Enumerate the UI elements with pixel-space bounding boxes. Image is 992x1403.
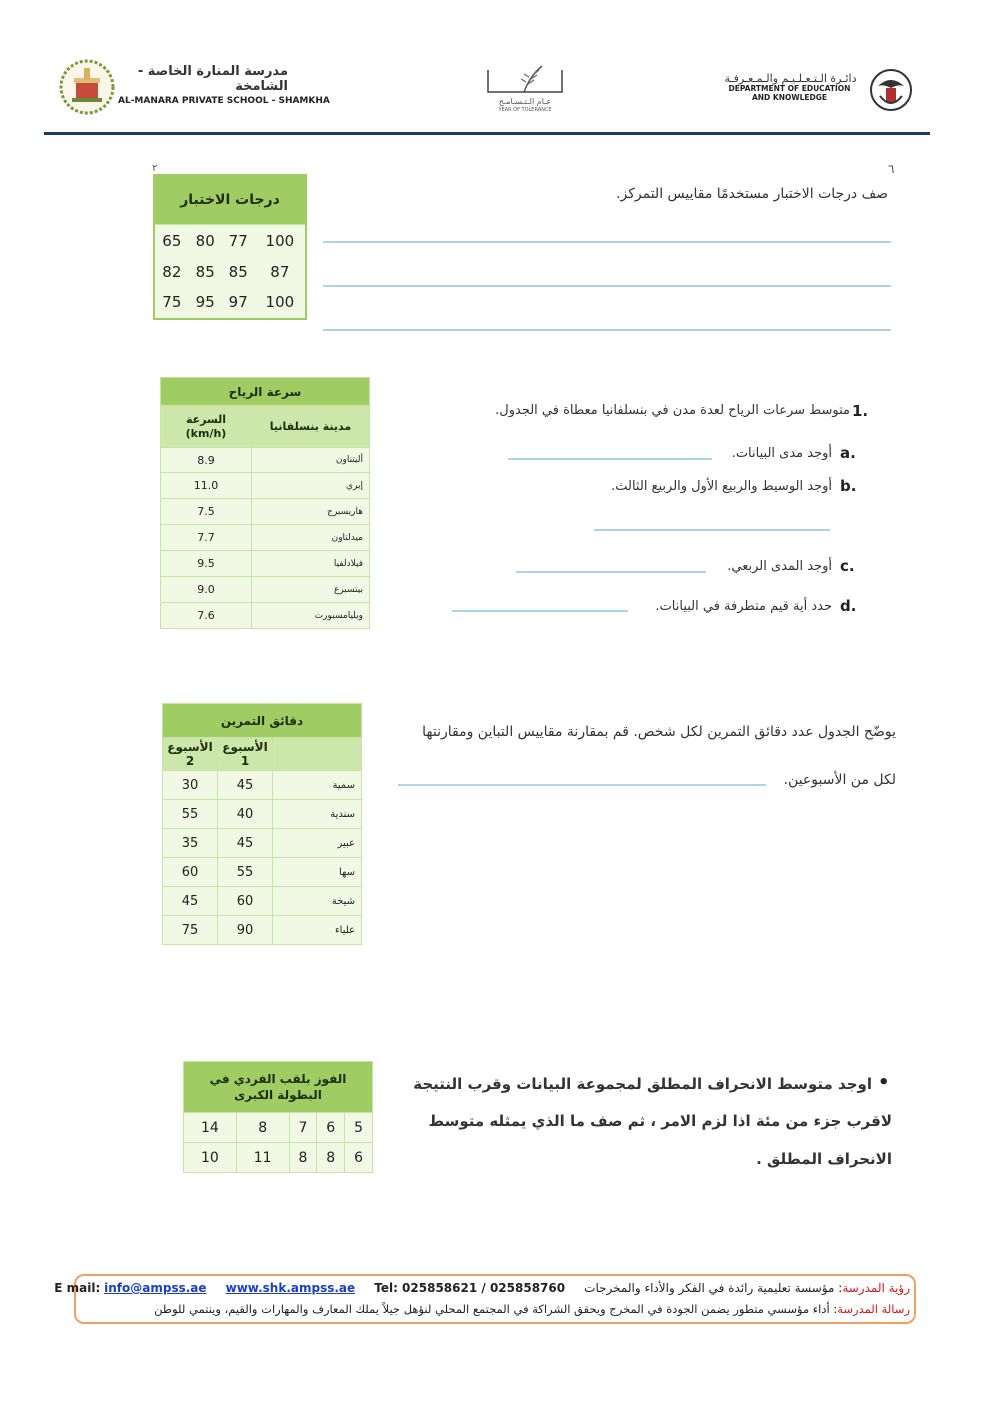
department-name-arabic: دائـرة الـتـعـلـيـم والـمـعـرفـة: [724, 72, 857, 85]
answer-line-d[interactable]: [452, 610, 628, 612]
week2-cell: 60: [163, 858, 218, 887]
department-name-english-line1: DEPARTMENT OF EDUCATION: [728, 84, 851, 93]
table-marker-small: ٢: [152, 163, 158, 174]
wind-speed-table: [160, 377, 370, 629]
speed-cell: 8.9: [161, 448, 252, 473]
grand-slam-titles-table: [183, 1061, 373, 1173]
answer-line[interactable]: [323, 285, 891, 287]
speed-cell: 11.0: [161, 473, 252, 499]
score-cell: 87: [270, 262, 290, 281]
bullet-point: •: [878, 1072, 890, 1093]
name-cell: علياء: [273, 916, 362, 945]
question-mark-small: ٦: [888, 162, 895, 176]
part-a-text: أوجد مدى البيانات.: [731, 446, 832, 461]
titles-cell: 14: [184, 1113, 237, 1143]
week1-cell: 45: [218, 829, 273, 858]
score-cell: 100: [265, 231, 295, 250]
school-name-arabic: مدرسة المنارة الخاصة - الشامخة: [137, 64, 288, 94]
mad-question-line1: اوجد متوسط الانحراف المطلق لمجموعة البيانات وقرب النتيجة: [413, 1075, 872, 1093]
footer-website-link[interactable]: www.shk.ampss.ae: [225, 1281, 356, 1295]
week1-header: الأسبوع 1: [218, 738, 273, 771]
mission-label: رسالة المدرسة: [837, 1302, 910, 1316]
test-scores-question: صف درجات الاختبار مستخدمًا مقاييس التمركز.: [616, 186, 888, 202]
titles-cell: 8: [317, 1143, 345, 1173]
city-column-header: مدينة بنسلفانيا: [252, 406, 370, 448]
school-name-english: AL-MANARA PRIVATE SCHOOL - SHAMKHA: [118, 96, 330, 106]
speed-header-line1: السرعة: [185, 412, 227, 426]
answer-line[interactable]: [323, 329, 891, 331]
department-name-english: [712, 84, 867, 102]
week2-cell: 55: [163, 800, 218, 829]
week2-header: الأسبوع 2: [163, 738, 218, 771]
titles-cell: 10: [184, 1143, 237, 1173]
exercise-minutes-table: [162, 703, 362, 945]
week1-cell: 55: [218, 858, 273, 887]
titles-cell: 11: [236, 1143, 289, 1173]
wind-question: متوسط سرعات الرياح لعدة مدن في بنسلفانيا معطاة في الجدول.: [495, 403, 850, 418]
answer-line-c[interactable]: [516, 571, 706, 573]
answer-line[interactable]: [323, 241, 891, 243]
vision-label: رؤية المدرسة: [842, 1281, 910, 1295]
week1-cell: 45: [218, 771, 273, 800]
table-title: درجات الاختبار: [154, 175, 306, 225]
name-cell: سها: [273, 858, 362, 887]
table-title-line1: الفوز بلقب الفردي في: [209, 1072, 347, 1086]
speed-header-line2: (km/h): [185, 426, 227, 440]
footer-email-link[interactable]: info@ampss.ae: [104, 1281, 207, 1295]
question-number: 1.: [852, 402, 869, 420]
week2-cell: 35: [163, 829, 218, 858]
footer-mission-line: [84, 1302, 910, 1316]
week1-cell: 60: [218, 887, 273, 916]
part-letter-c: c.: [840, 557, 855, 575]
titles-cell: 5: [345, 1113, 373, 1143]
week2-cell: 45: [163, 887, 218, 916]
email-label: E mail:: [54, 1281, 101, 1295]
score-cell: 80: [195, 231, 215, 250]
tolerance-english: YEAR OF TOLERANCE: [498, 107, 552, 113]
city-cell: ويليامسبورت: [252, 603, 370, 629]
week2-cell: 75: [163, 916, 218, 945]
name-cell: سمية: [273, 771, 362, 800]
city-cell: هاريسبرج: [252, 499, 370, 525]
speed-cell: 9.0: [161, 577, 252, 603]
city-cell: إيري: [252, 473, 370, 499]
answer-line-b[interactable]: [594, 529, 830, 531]
score-cell: 100: [265, 293, 295, 311]
week2-cell: 30: [163, 771, 218, 800]
city-cell: بيتسبرغ: [252, 577, 370, 603]
mad-question-line2: لاقرب جزء من مئة اذا لزم الامر ، ثم صف ما الذي يمثله متوسط: [428, 1112, 892, 1130]
score-cell: 65: [162, 231, 182, 250]
speed-cell: 7.6: [161, 603, 252, 629]
part-b-text: أوجد الوسيط والربيع الأول والربيع الثالث.: [611, 479, 832, 494]
name-cell: شيخة: [273, 887, 362, 916]
mission-text: : أداء مؤسسي متطور يضمن الجودة في المخرج ويحقق الشراكة في المجتمع المحلي لنؤهل جيلاً يملك المعارف والمهارات والقيم، وينتمي للوطن: [154, 1302, 838, 1316]
footer-vision-line: [54, 1281, 910, 1295]
score-cell: 85: [228, 262, 248, 281]
speed-cell: 7.7: [161, 525, 252, 551]
department-name-english-line2: AND KNOWLEDGE: [751, 93, 828, 102]
name-header-empty: [273, 738, 362, 771]
year-of-tolerance-logo: [484, 62, 566, 96]
table-title: سرعة الرياح: [161, 378, 370, 406]
part-c-text: أوجد المدى الربعي.: [727, 559, 832, 574]
week1-cell: 40: [218, 800, 273, 829]
table-title: [184, 1062, 373, 1113]
header-divider: [44, 132, 930, 135]
abu-dhabi-emblem: [866, 66, 916, 114]
titles-cell: 8: [289, 1143, 317, 1173]
week1-cell: 90: [218, 916, 273, 945]
score-cell: 97: [228, 293, 248, 311]
exercise-question-line1: يوضّح الجدول عدد دقائق التمرين لكل شخص. قم بمقارنة مقاييس التباين ومقارنتها: [422, 724, 896, 740]
titles-cell: 6: [317, 1113, 345, 1143]
speed-cell: 9.5: [161, 551, 252, 577]
part-letter-b: b.: [840, 477, 857, 495]
name-cell: سندية: [273, 800, 362, 829]
test-scores-table: [153, 174, 307, 320]
score-cell: 95: [195, 293, 215, 311]
city-cell: أليتناون: [252, 448, 370, 473]
answer-line[interactable]: [398, 784, 766, 786]
answer-line-a[interactable]: [508, 458, 712, 460]
part-d-text: حدد أية قيم متطرفة في البيانات.: [655, 599, 832, 614]
mad-question-line3: الانحراف المطلق .: [756, 1150, 892, 1168]
part-letter-a: a.: [840, 444, 856, 462]
score-cell: 77: [228, 231, 248, 250]
city-cell: فيلادلفيا: [252, 551, 370, 577]
part-letter-d: d.: [840, 597, 857, 615]
speed-cell: 7.5: [161, 499, 252, 525]
score-cell: 75: [162, 293, 182, 311]
titles-cell: 6: [345, 1143, 373, 1173]
tolerance-arabic: عـام الـتـسـامـح: [498, 97, 552, 106]
name-cell: عبير: [273, 829, 362, 858]
table-title: دقائق التمرين: [163, 704, 362, 738]
exercise-question-line2: لكل من الأسبوعين.: [783, 772, 896, 788]
vision-text: : مؤسسة تعليمية رائدة في الفكر والأداء والمخرجات: [584, 1281, 843, 1295]
city-cell: ميدلتاون: [252, 525, 370, 551]
score-cell: 85: [195, 262, 215, 281]
table-title-line2: البطولة الكبرى: [234, 1088, 322, 1102]
titles-cell: 7: [289, 1113, 317, 1143]
school-logo: [58, 58, 116, 116]
titles-cell: 8: [236, 1113, 289, 1143]
speed-column-header: [161, 406, 252, 448]
score-cell: 82: [162, 262, 182, 281]
footer-telephone: Tel: 025858621 / 025858760: [374, 1281, 566, 1295]
